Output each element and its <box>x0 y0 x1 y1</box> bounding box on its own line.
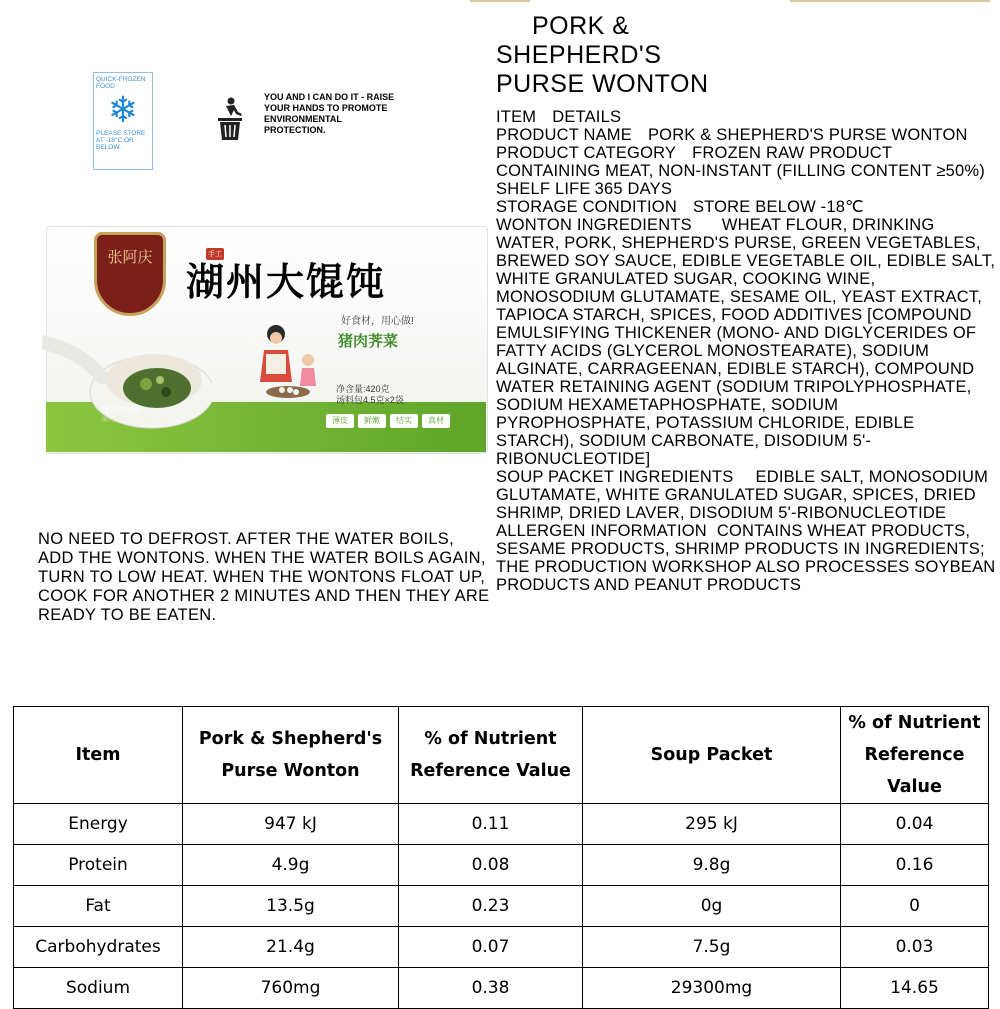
table-cell: 0g <box>583 886 841 927</box>
detail-value: PORK & SHEPHERD'S PURSE WONTON <box>647 126 968 144</box>
table-cell: Energy <box>14 804 183 845</box>
table-cell: 29300mg <box>583 968 841 1009</box>
detail-key: ALLERGEN INFORMATION <box>496 522 707 540</box>
table-cell: 13.5g <box>183 886 399 927</box>
trash-bin-icon <box>214 96 246 142</box>
nutrition-table <box>13 706 989 1009</box>
table-cell: 0.38 <box>399 968 583 1009</box>
table-cell: 0.11 <box>399 804 583 845</box>
table-cell: 760mg <box>183 968 399 1009</box>
detail-row <box>496 126 996 144</box>
detail-key: SHELF LIFE <box>496 180 591 198</box>
table-cell: 947 kJ <box>183 804 399 845</box>
detail-key: STORAGE CONDITION <box>496 198 677 216</box>
table-cell: 0.16 <box>841 845 989 886</box>
detail-key: PRODUCT CATEGORY <box>496 144 677 162</box>
frozen-storage-badge <box>93 72 153 170</box>
table-row <box>14 886 989 927</box>
detail-row <box>496 522 996 594</box>
cooking-instructions: NO NEED TO DEFROST. AFTER THE WATER BOILS, ADD THE WONTONS. WHEN THE WATER BOILS AGAIN, TURN TO LOW HEAT. WHEN THE WONTONS FLOAT UP, COOK FOR ANOTHER 2 MINUTES AND THEN THEY ARE READY TO BE EATEN. <box>38 530 490 624</box>
detail-value: DETAILS <box>552 108 622 126</box>
detail-key: ITEM <box>496 108 537 126</box>
table-cell: 0.07 <box>399 927 583 968</box>
net-weight: 净含量:420克 <box>336 384 390 394</box>
table-cell: Fat <box>14 886 183 927</box>
detail-key: WONTON INGREDIENTS <box>496 216 692 234</box>
table-cell: Protein <box>14 845 183 886</box>
table-row <box>14 804 989 845</box>
product-package-image <box>36 226 488 476</box>
freeze-top-text: QUICK-FROZEN FOOD <box>96 76 146 90</box>
detail-value: STORE BELOW -18℃ <box>692 198 864 216</box>
table-cell: 14.65 <box>841 968 989 1009</box>
feature-badge: 结实 <box>390 414 418 428</box>
soup-packet-weight: 汤料包4.5克×2袋 <box>336 395 404 405</box>
product-details <box>496 108 996 594</box>
table-row <box>14 845 989 886</box>
quick-frozen-label: 速冻生制品 <box>102 405 142 414</box>
freeze-bottom-text: PLEASE STORE AT -18°C OR BELOW. <box>96 130 146 151</box>
title-line-2: SHEPHERD'S <box>496 41 662 69</box>
detail-row <box>496 108 996 126</box>
package-title: 湖州大馄饨 <box>186 260 387 304</box>
image-disclaimer: 图片仅供参考 产品以实物为准 <box>102 417 169 423</box>
table-cell: 0 <box>841 886 989 927</box>
title-line-1: PORK & <box>532 12 630 40</box>
detail-row <box>496 468 996 522</box>
title-line-3: PURSE WONTON <box>496 70 709 98</box>
table-row <box>14 968 989 1009</box>
detail-value: CONTAINS WHEAT PRODUCTS, SESAME PRODUCTS, SHRIMP PRODUCTS IN INGREDIENTS; THE PRODUCTION WORKSHOP ALSO PROCESSES SOYBEAN PRODUCTS AND PEANUT PRODUCTS <box>496 522 996 594</box>
table-cell: 0.03 <box>841 927 989 968</box>
feature-badge: 鲜嫩 <box>358 414 386 428</box>
detail-value: FROZEN RAW PRODUCT CONTAINING MEAT, NON-INSTANT (FILLING CONTENT ≥50%) <box>496 144 985 180</box>
table-cell: 9.8g <box>583 845 841 886</box>
snowflake-icon: ❄ <box>107 89 139 130</box>
brand-emblem: 张阿庆 <box>94 232 166 316</box>
table-cell: 21.4g <box>183 927 399 968</box>
column-header: % of Nutrient Reference Value <box>399 707 583 804</box>
column-header: % of Nutrient Reference Value <box>841 707 989 804</box>
table-cell: Carbohydrates <box>14 927 183 968</box>
detail-row <box>496 216 996 468</box>
table-cell: 4.9g <box>183 845 399 886</box>
detail-row <box>496 180 996 198</box>
table-cell: 0.04 <box>841 804 989 845</box>
detail-row <box>496 144 996 180</box>
product-title <box>496 12 976 99</box>
top-accent-line-right <box>790 0 990 2</box>
table-header-row <box>14 707 989 804</box>
top-accent-line-left <box>470 0 530 2</box>
table-cell: 0.23 <box>399 886 583 927</box>
table-cell: 295 kJ <box>583 804 841 845</box>
table-cell: 7.5g <box>583 927 841 968</box>
package-net-content <box>336 384 404 406</box>
table-cell: 0.08 <box>399 845 583 886</box>
detail-key: PRODUCT NAME <box>496 126 632 144</box>
detail-value: EDIBLE SALT, MONOSODIUM GLUTAMATE, WHITE GRANULATED SUGAR, SPICES, DRIED SHRIMP, DRIED LAVER, DISODIUM 5'-RIBONUCLEOTIDE <box>496 468 989 522</box>
column-header: Soup Packet <box>583 707 841 804</box>
handmade-tag: 手工 <box>206 248 224 260</box>
detail-row <box>496 198 996 216</box>
feature-badge: 真材 <box>422 414 450 428</box>
detail-value: WHEAT FLOUR, DRINKING WATER, PORK, SHEPHERD'S PURSE, GREEN VEGETABLES, BREWED SOY SAUCE, EDIBLE VEGETABLE OIL, EDIBLE SALT, WHITE GRANULATED SUGAR, COOKING WINE, MONOSODIUM GLUTAMATE, SESAME OIL, YEAST EXTRACT, TAPIOCA STARCH, SPICES, FOOD ADDITIVES [COMPOUND EMULSIFYING THICKENER (MONO- AND DIGLYCERIDES OF FATTY ACIDS (GLYCEROL MONOSTEARATE), SODIUM ALGINATE, CARRAGEENAN, EDIBLE STARCH), COMPOUND WATER RETAINING AGENT (SODIUM TRIPOLYPHOSPHATE, SODIUM HEXAMETAPHOSPHATE, SODIUM PYROPHOSPHATE, POTASSIUM CHLORIDE, EDIBLE STARCH), SODIUM CARBONATE, DISODIUM 5'-RIBONUCLEOTIDE] <box>496 216 996 468</box>
table-cell: Sodium <box>14 968 183 1009</box>
package-flavor: 猪肉荠菜 <box>338 333 399 350</box>
column-header: Item <box>14 707 183 804</box>
package-slogan: 好食材，用心做! <box>341 316 414 327</box>
eco-slogan: YOU AND I CAN DO IT - RAISE YOUR HANDS TO PROMOTE ENVIRONMENTAL PROTECTION. <box>264 92 395 135</box>
table-row <box>14 927 989 968</box>
feature-badge: 薄皮 <box>326 414 354 428</box>
family-illustration <box>242 320 334 404</box>
detail-value: 365 DAYS <box>594 180 673 198</box>
column-header: Pork & Shepherd's Purse Wonton <box>183 707 399 804</box>
detail-key: SOUP PACKET INGREDIENTS <box>496 468 734 486</box>
